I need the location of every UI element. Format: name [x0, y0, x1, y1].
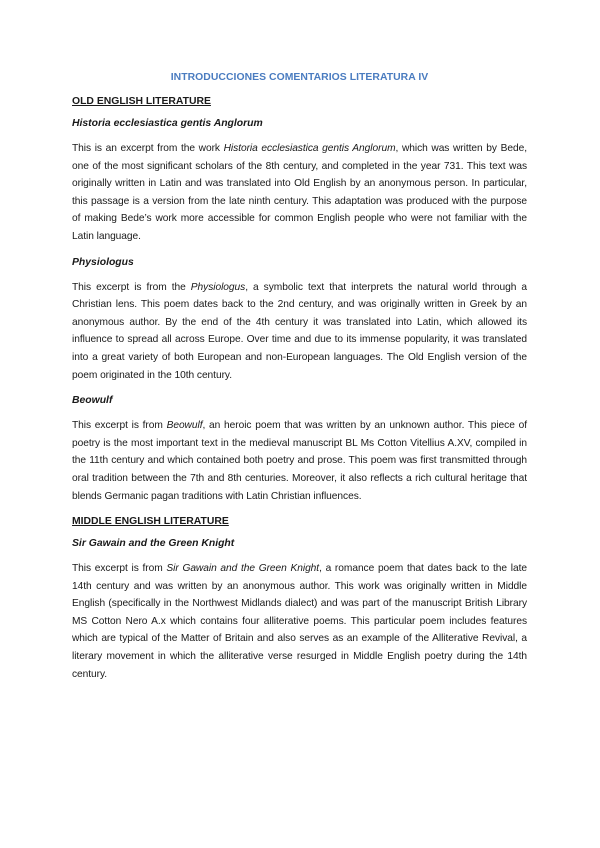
paragraph-physiologus — [72, 279, 527, 385]
paragraph-text: , which was written by Bede, one of the most significant scholars of the 8th century, and completed in the year 731. This text was originally written in Latin and was translated into Old English by an anonymous person. In particular, this passage is a version from the late ninth century. This adaptation was produced with the purpose of making Bede’s work more accessible for common English people who were not familiar with the Latin language. — [72, 143, 527, 242]
paragraph-historia — [72, 140, 527, 246]
paragraph-italic-title: Physiologus — [190, 281, 246, 293]
paragraph-text: This is an excerpt from the work — [72, 143, 224, 154]
paragraph-text: This excerpt is from — [72, 563, 167, 575]
work-title-sir-gawain: Sir Gawain and the Green Knight — [72, 538, 235, 550]
work-title-historia: Historia ecclesiastica gentis Anglorum — [72, 118, 263, 129]
paragraph-beowulf — [72, 417, 527, 505]
section-heading-middle-english: MIDDLE ENGLISH LITERATURE — [72, 516, 229, 528]
paragraph-text: , an heroic poem that was written by an unknown author. This piece of poetry is the most important text in the medieval manuscript BL Ms Cotton Vitellius A.XV, compiled in the 11th century and which contained both poetry and prose. This poem was first transmitted through oral tradition between the 7th and 8th centuries. Moreover, it also reflects a rich cultural heritage that blends Germanic pagan traditions with Latin Christian influences. — [72, 420, 527, 502]
paragraph-text: This excerpt is from the — [72, 281, 191, 293]
paragraph-text: , a romance poem that dates back to the late 14th century and was written by an anonymous author. This work was originally written in Middle English (specifically in the Northwest Midlands dialect) and was part of the manuscript British Library MS Cotton Nero A.x which contains four alliterative poems. This particular poem includes features which are typical of the Matter of Britain and also serves as an example of the Alliterative Revival, a literary movement in which the alliterative verse resurged in Middle English poetry during the 14th century. — [72, 563, 527, 680]
paragraph-italic-title: Sir Gawain and the Green Knight — [166, 563, 320, 575]
paragraph-text: , a symbolic text that interprets the natural world through a Christian lens. This poem dates back to the 2nd century, and was originally written in Greek by an anonymous author. By the end of the 4th century it was translated into Latin, which allowed its influence to spread all across Europe. Over time and due to its immense popularity, it was translated into a great variety of both European and non-European languages. The Old English version of the poem originated in the 10th century. — [72, 281, 527, 381]
work-title-physiologus: Physiologus — [72, 256, 134, 268]
section-heading-old-english: OLD ENGLISH LITERATURE — [72, 96, 211, 107]
paragraph-text: This excerpt is from — [72, 420, 167, 432]
document-title: INTRODUCCIONES COMENTARIOS LITERATURA IV — [170, 72, 429, 83]
work-title-beowulf: Beowulf — [72, 395, 113, 407]
paragraph-sir-gawain — [72, 560, 527, 683]
paragraph-italic-title: Beowulf — [166, 420, 203, 432]
paragraph-italic-title: Historia ecclesiastica gentis Anglorum — [223, 143, 396, 154]
